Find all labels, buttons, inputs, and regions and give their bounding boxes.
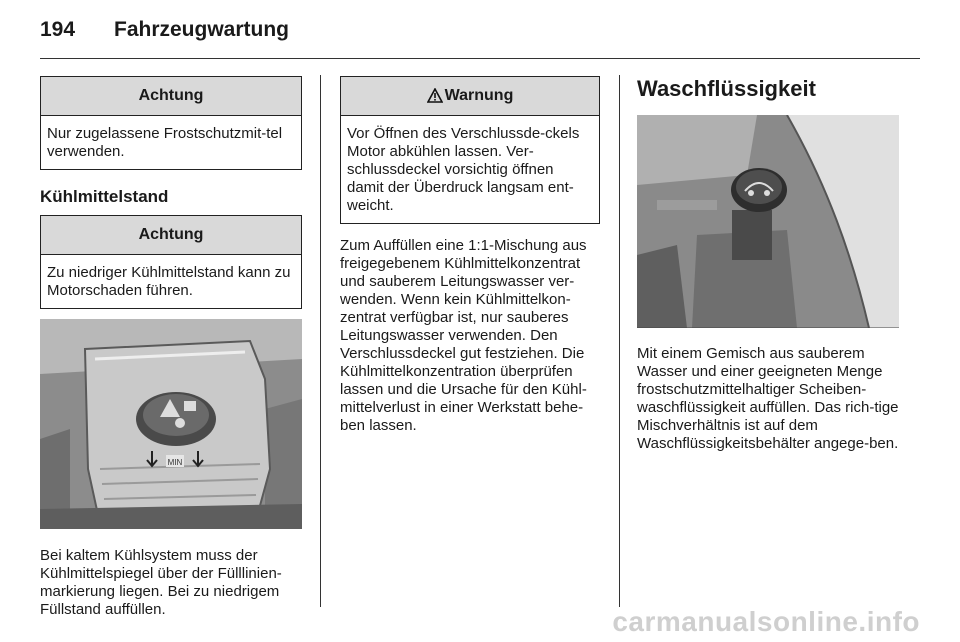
caution-box-1 <box>40 76 302 170</box>
min-mark-label: MIN <box>167 458 183 467</box>
refill-instructions: Zum Auffüllen eine 1:1-Mischung aus freigegebenem Kühlmittelkonzentrat und sauberem Leitungswasser ver-wenden. Wenn kein Kühlmittelkon-zentrat verfügbar ist, nur sauberes Leitungswasser verwenden. Den Verschlussdeckel gut festziehen. Die Kühlmittelkonzentration überprüfen lassen und die Ursache für den Kühl-mittelverlust in einer Werkstatt behe-ben lassen. <box>340 237 587 434</box>
warning-heading: Warnung <box>444 87 514 104</box>
caution-text: Nur zugelassene Frostschutzmit-tel verwenden. <box>47 125 283 160</box>
warning-box <box>340 76 600 224</box>
washer-fluid-instructions: Mit einem Gemisch aus sauberem Wasser und einer geeigneten Menge frostschutzmittelhaltiger Scheiben-waschflüssigkeit auffüllen. Das rich-tige Mischverhältnis ist auf dem Waschflüssigkeitsbehälter angege-ben. <box>637 345 899 452</box>
column-divider-2 <box>619 75 620 607</box>
washer-fluid-photo <box>637 115 899 328</box>
coolant-reservoir-photo <box>40 319 302 529</box>
header-rule <box>40 58 920 59</box>
section-title-washer-fluid: Waschflüssigkeit <box>637 76 816 101</box>
caution-box-2 <box>40 215 302 309</box>
column-right <box>637 76 899 453</box>
caution-heading: Achtung <box>41 77 301 116</box>
watermark: carmanualsonline.info <box>612 606 920 637</box>
page-number: 194 <box>40 18 76 41</box>
caution-text: Zu niedriger Kühlmittelstand kann zu Motorschaden führen. <box>47 264 291 299</box>
page-title: Fahrzeugwartung <box>114 18 290 41</box>
section-title-coolant: Kühlmittelstand <box>40 187 169 206</box>
column-divider-1 <box>320 75 321 607</box>
coolant-instructions: Bei kaltem Kühlsystem muss der Kühlmittelspiegel über der Fülllinien-markierung liegen. Bei zu niedrigem Füllstand auffüllen. <box>40 547 282 618</box>
column-left <box>40 76 302 619</box>
page-header <box>40 18 289 42</box>
column-middle <box>340 76 600 435</box>
warning-header <box>341 77 599 116</box>
warning-triangle-icon <box>427 88 443 103</box>
caution-heading: Achtung <box>41 216 301 255</box>
warning-text: Vor Öffnen des Verschlussde-ckels Motor abkühlen lassen. Ver-schlussdeckel vorsichtig öffnen damit der Überdruck langsam ent-weicht. <box>347 125 580 214</box>
